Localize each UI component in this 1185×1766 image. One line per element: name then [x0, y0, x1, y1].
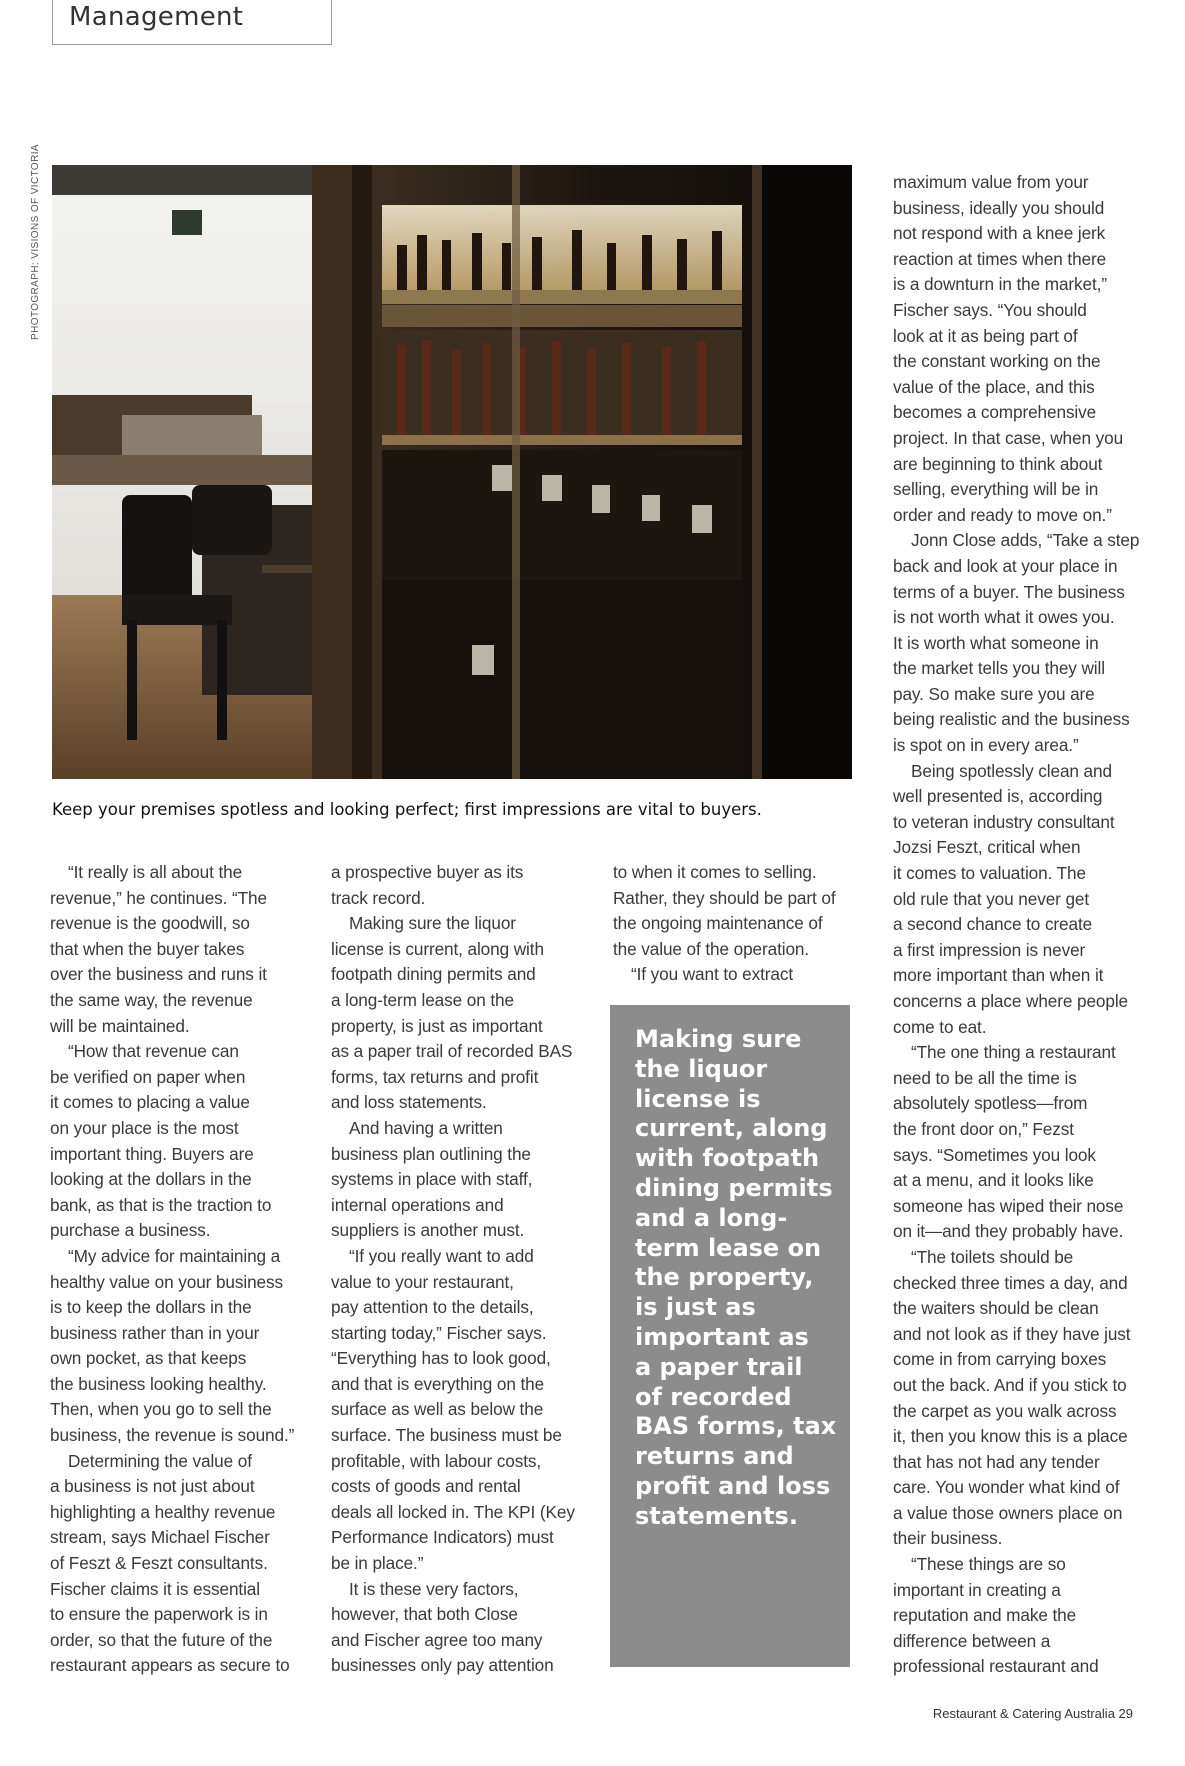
text-line: to veteran industry consultant	[893, 811, 1115, 832]
text-line: revenue,” he continues. “The	[50, 887, 267, 908]
pull-quote-line: is just as	[635, 1293, 756, 1322]
text-line: reputation and make the	[893, 1605, 1077, 1626]
pull-quote-line: Making sure	[635, 1025, 802, 1053]
text-line: the carpet as you walk across	[893, 1400, 1117, 1421]
text-line: footpath dining permits and	[331, 964, 536, 985]
text-line: bank, as that is the traction to	[50, 1194, 272, 1215]
text-line: however, that both Close	[331, 1604, 518, 1625]
text-line: Then, when you go to sell the	[50, 1399, 272, 1420]
text-line: on it—and they probably have.	[893, 1221, 1124, 1242]
text-line: says. “Sometimes you look	[893, 1144, 1096, 1165]
text-line: of Feszt & Feszt consultants.	[50, 1553, 268, 1574]
text-line: old rule that you never get	[893, 888, 1090, 909]
text-line: will be maintained.	[50, 1015, 190, 1036]
text-line: the business looking healthy.	[50, 1373, 267, 1394]
text-line: stream, says Michael Fischer	[50, 1527, 270, 1548]
text-line: the waiters should be clean	[893, 1298, 1099, 1319]
text-line: come to eat.	[893, 1016, 987, 1037]
text-line: order, so that the future of the	[50, 1629, 273, 1650]
text-line: important thing. Buyers are	[50, 1143, 254, 1164]
text-line: to when it comes to selling.	[613, 862, 817, 882]
text-line: business, the revenue is sound.”	[50, 1425, 295, 1446]
photo-caption: Keep your premises spotless and looking perfect; first impressions are vital to buyers.	[52, 800, 762, 819]
text-line: the front door on,” Fezst	[893, 1118, 1074, 1139]
text-line: business plan outlining the	[331, 1143, 531, 1164]
text-line: and loss statements.	[331, 1092, 487, 1113]
text-line: out the back. And if you stick to	[893, 1374, 1127, 1395]
text-line: difference between a	[893, 1630, 1051, 1651]
text-line: that when the buyer takes	[50, 938, 245, 959]
text-line: “These things are so	[911, 1554, 1066, 1575]
text-line: “If you really want to add	[349, 1245, 534, 1266]
text-line: value of the place, and this	[893, 376, 1095, 397]
pull-quote-line: important as	[635, 1322, 809, 1351]
text-line: “The toilets should be	[911, 1246, 1074, 1267]
text-line: being realistic and the business	[893, 709, 1130, 730]
text-line: forms, tax returns and profit	[331, 1066, 539, 1087]
text-line: well presented is, according	[893, 786, 1103, 807]
text-line: the same way, the revenue	[50, 989, 253, 1010]
section-label: Management	[52, 0, 332, 45]
text-line: over the business and runs it	[50, 964, 267, 985]
text-line: Rather, they should be part of	[613, 887, 836, 908]
pull-quote-line: the liquor	[635, 1054, 768, 1083]
text-line: and not look as if they have just	[893, 1323, 1131, 1344]
text-line: be verified on paper when	[50, 1066, 246, 1087]
text-line: look at it as being part of	[893, 325, 1078, 346]
text-line: care. You wonder what kind of	[893, 1477, 1120, 1498]
text-line: it comes to placing a value	[50, 1092, 250, 1113]
text-line: Fischer says. “You should	[893, 299, 1087, 320]
text-line: back and look at your place in	[893, 555, 1118, 576]
text-line: “My advice for maintaining a	[68, 1245, 281, 1266]
pull-quote-line: current, along	[635, 1114, 828, 1143]
text-line: Being spotlessly clean and	[911, 760, 1112, 781]
text-line: their business.	[893, 1528, 1003, 1549]
text-line: reaction at times when there	[893, 248, 1107, 269]
text-line: own pocket, as that keeps	[50, 1348, 247, 1369]
text-line: suppliers is another must.	[331, 1220, 525, 1241]
text-column-4	[893, 170, 1143, 1680]
text-line: “Everything has to look good,	[331, 1348, 551, 1369]
page-footer: Restaurant & Catering Australia 29	[932, 1706, 1133, 1721]
text-line: Jonn Close adds, “Take a step	[911, 530, 1140, 551]
text-line: that has not had any tender	[893, 1451, 1100, 1472]
text-line: come in from carrying boxes	[893, 1349, 1107, 1370]
text-line: at a menu, and it looks like	[893, 1170, 1094, 1191]
text-line: a prospective buyer as its	[331, 862, 524, 882]
text-line: concerns a place where people	[893, 991, 1129, 1011]
pull-quote-line: dining permits	[635, 1173, 833, 1202]
text-line: “How that revenue can	[68, 1041, 239, 1062]
text-line: and that is everything on the	[331, 1373, 545, 1394]
restaurant-photo	[52, 165, 852, 779]
text-line: pay attention to the details,	[331, 1297, 534, 1318]
pull-quote-line: profit and loss	[635, 1471, 831, 1500]
text-line: professional restaurant and	[893, 1656, 1099, 1677]
text-line: terms of a buyer. The business	[893, 581, 1125, 602]
pull-quote-line: with footpath	[635, 1144, 820, 1173]
text-column-3	[613, 860, 863, 988]
text-line: profitable, with labour costs,	[331, 1450, 542, 1471]
text-line: costs of goods and rental	[331, 1476, 521, 1497]
text-line: a business is not just about	[50, 1476, 255, 1497]
pull-quote-line: of recorded	[635, 1382, 792, 1411]
text-line: maximum value from your	[893, 172, 1089, 192]
text-line: Determining the value of	[68, 1450, 252, 1471]
text-line: is a downturn in the market,”	[893, 274, 1107, 295]
text-line: more important than when it	[893, 965, 1104, 986]
text-line: someone has wiped their nose	[893, 1195, 1124, 1216]
text-line: is to keep the dollars in the	[50, 1297, 252, 1318]
text-line: internal operations and	[331, 1194, 504, 1215]
text-line: revenue is the goodwill, so	[50, 913, 250, 934]
text-line: license is current, along with	[331, 938, 544, 959]
pull-quote-line: license is	[635, 1084, 761, 1113]
text-line: value to your restaurant,	[331, 1271, 514, 1292]
text-line: important in creating a	[893, 1579, 1061, 1600]
text-line: It is these very factors,	[349, 1578, 519, 1599]
text-line: purchase a business.	[50, 1220, 211, 1241]
text-line: the ongoing maintenance of	[613, 913, 823, 934]
text-line: are beginning to think about	[893, 453, 1103, 474]
text-line: absolutely spotless—from	[893, 1093, 1088, 1114]
pull-quote-line: term lease on	[635, 1233, 822, 1262]
pull-quote-line: the property,	[635, 1263, 814, 1292]
pull-quote-line: statements.	[635, 1501, 798, 1530]
text-line: it comes to valuation. The	[893, 863, 1086, 884]
text-line: project. In that case, when you	[893, 427, 1124, 448]
text-line: Jozsi Feszt, critical when	[893, 837, 1081, 858]
text-line: a value those owners place on	[893, 1502, 1123, 1523]
pull-quote-line: returns and	[635, 1442, 794, 1471]
text-line: looking at the dollars in the	[50, 1169, 252, 1190]
text-line: “It really is all about the	[68, 862, 243, 882]
photo-credit: PHOTOGRAPH: VISIONS OF VICTORIA	[30, 144, 41, 340]
text-line: selling, everything will be in	[893, 479, 1099, 500]
text-line: starting today,” Fischer says.	[331, 1322, 547, 1343]
text-line: Fischer claims it is essential	[50, 1578, 260, 1599]
text-column-2	[331, 860, 581, 1679]
text-line: Making sure the liquor	[349, 913, 516, 934]
text-line: a long-term lease on the	[331, 989, 514, 1010]
text-line: pay. So make sure you are	[893, 683, 1095, 704]
pull-quote-line: BAS forms, tax	[635, 1412, 837, 1441]
text-line: And having a written	[349, 1117, 503, 1138]
text-line: surface as well as below the	[331, 1399, 544, 1420]
text-line: the market tells you they will	[893, 658, 1105, 679]
text-line: becomes a comprehensive	[893, 402, 1097, 423]
text-line: need to be all the time is	[893, 1067, 1077, 1088]
text-line: restaurant appears as secure to	[50, 1655, 290, 1676]
pull-quote-line: a paper trail	[635, 1352, 803, 1381]
text-line: healthy value on your business	[50, 1271, 284, 1292]
text-line: track record.	[331, 887, 426, 908]
text-line: as a paper trail of recorded BAS	[331, 1041, 573, 1062]
text-line: on your place is the most	[50, 1117, 239, 1138]
text-line: highlighting a healthy revenue	[50, 1501, 276, 1522]
text-line: business, ideally you should	[893, 197, 1105, 218]
text-line: a second chance to create	[893, 914, 1093, 935]
text-line: to ensure the paperwork is in	[50, 1604, 268, 1625]
text-line: it, then you know this is a place	[893, 1426, 1128, 1447]
text-line: and Fischer agree too many	[331, 1629, 543, 1650]
text-column-1	[50, 860, 300, 1679]
text-line: not respond with a knee jerk	[893, 223, 1106, 244]
text-line: is spot on in every area.”	[893, 735, 1079, 756]
text-line: be in place.”	[331, 1553, 424, 1574]
pull-quote-line: and a long-	[635, 1203, 788, 1232]
text-line: businesses only pay attention	[331, 1655, 554, 1676]
text-line: systems in place with staff,	[331, 1169, 533, 1190]
text-line: Performance Indicators) must	[331, 1527, 554, 1548]
text-line: is not worth what it owes you.	[893, 607, 1115, 628]
text-line: the constant working on the	[893, 351, 1101, 372]
text-line: checked three times a day, and	[893, 1272, 1128, 1293]
text-line: It is worth what someone in	[893, 632, 1099, 653]
pull-quote	[610, 1005, 850, 1667]
text-line: a first impression is never	[893, 939, 1086, 960]
text-line: deals all locked in. The KPI (Key	[331, 1501, 575, 1522]
text-line: business rather than in your	[50, 1322, 260, 1343]
text-line: “The one thing a restaurant	[911, 1042, 1116, 1063]
text-line: the value of the operation.	[613, 938, 810, 959]
text-line: property, is just as important	[331, 1015, 543, 1036]
text-line: “If you want to extract	[631, 964, 794, 985]
text-line: order and ready to move on.”	[893, 504, 1112, 525]
text-line: surface. The business must be	[331, 1425, 562, 1446]
